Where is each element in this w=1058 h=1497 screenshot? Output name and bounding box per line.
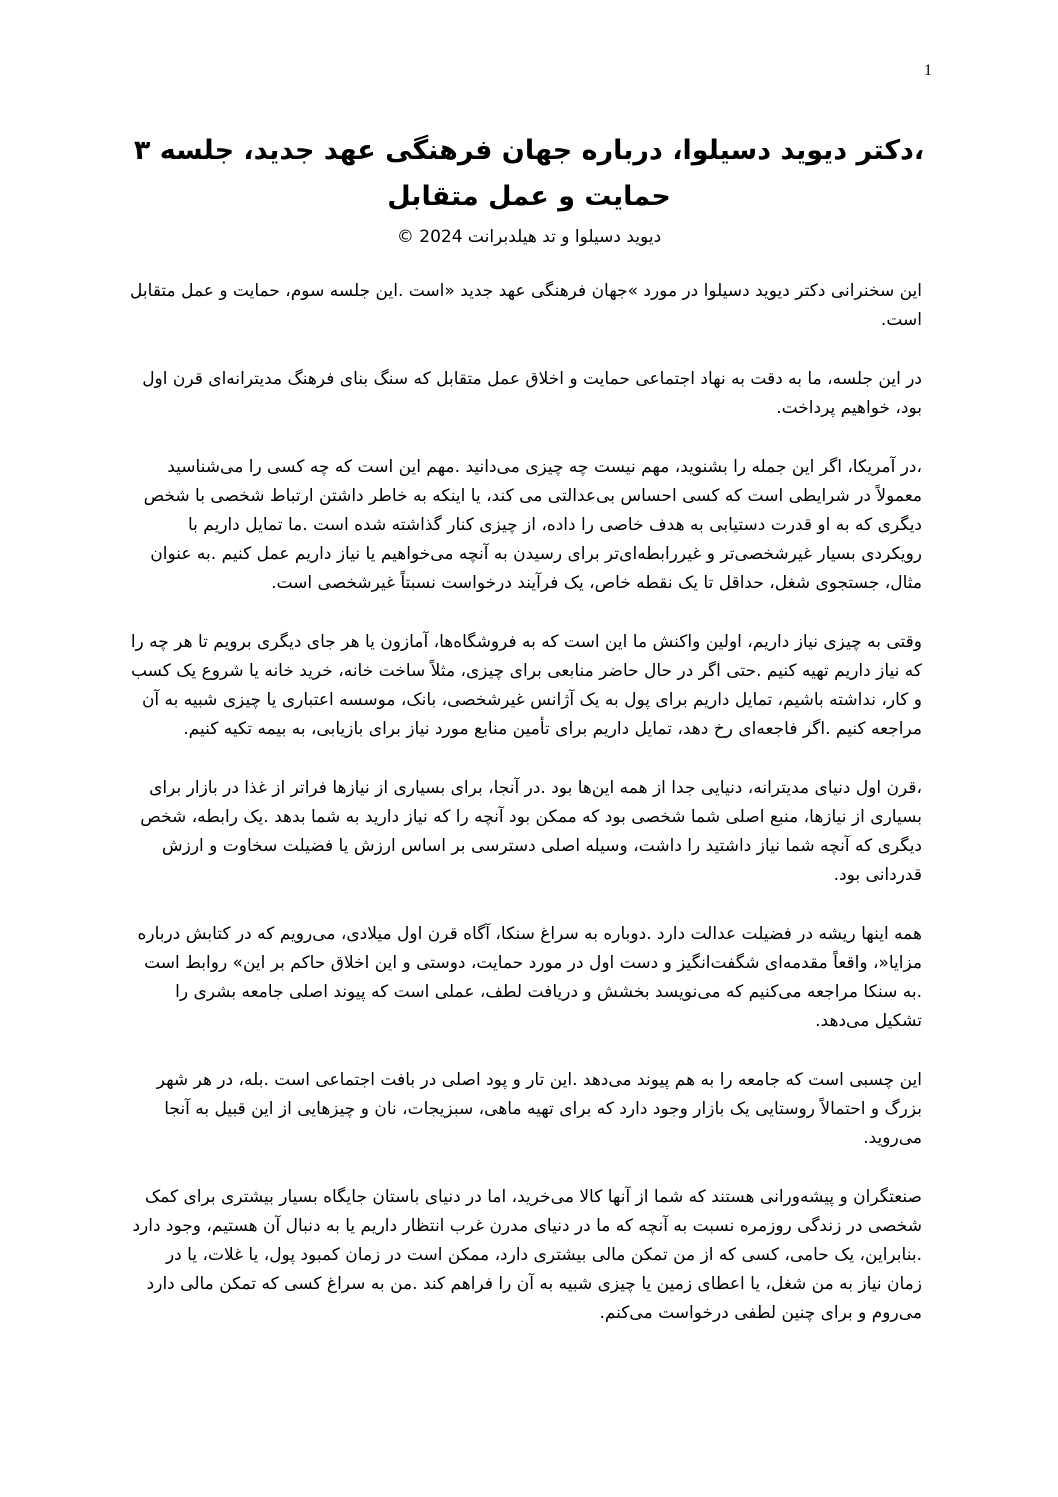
title-line: ،دکتر دیوید دسیلوا، درباره جهان فرهنگی عهد جدید، جلسه ۳ (133, 135, 925, 166)
byline: دیوید دسیلوا و تد هیلدبرانت 2024 © (396, 227, 662, 247)
page-title (100, 128, 958, 220)
paragraph: این چسبی است که جامعه را به هم پیوند می‌دهد .این تار و پود اصلی در بافت اجتماعی است .بله، در هر شهر بزرگ و احتمالاً روستایی یک بازار وجود دارد که برای تهیه ماهی، سبزیجات، نان و چیزهایی از این قبیل به آنجا می‌روید. (156, 1070, 922, 1148)
paragraph: ،در آمریکا، اگر این جمله را بشنوید، مهم نیست چه چیزی می‌دانید .مهم این است که چه کسی را می‌شناسید معمولاً در شرایطی است که کسی احساس بی‌عدالتی می کند، یا اینکه به خاطر داشتن ارتباط شخصی با شخص دیگری که به او قدرت دستیابی به هدف خاصی را داده، از چیزی کنار گذاشته شده است .ما تمایل داریم با رویکردی بسیار غیرشخصی‌تر و غیررابطه‌ای‌تر برای رسیدن به آنچه می‌خواهیم یا نیاز داریم عمل کنیم .به عنوان مثال، جستجوی شغل، حداقل تا یک نقطه خاص، یک فرآیند درخواست نسبتاً غیرشخصی است. (143, 457, 922, 593)
paragraph: وقتی به چیزی نیاز داریم، اولین واکنش ما این است که به فروشگاه‌ها، آمازون یا هر جای دیگری برویم تا هر چه را که نیاز داریم تهیه کنیم .حتی اگر در حال حاضر منابعی برای چیزی، مثلاً ساخت خانه، خرید خانه یا شروع یک کسب و کار، نداشته باشیم، تمایل داریم برای پول به یک آژانس غیرشخصی، بانک، موسسه اعتباری یا چیزی شبیه به آن مراجعه کنیم .اگر فاجعه‌ای رخ دهد، تمایل داریم برای تأمین منابع مورد نیاز برای بازیابی، به بیمه تکیه کنیم. (130, 632, 922, 739)
paragraph: همه اینها ریشه در فضیلت عدالت دارد .دوباره به سراغ سنکا، آگاه قرن اول میلادی، می‌رویم که در کتابش درباره مزایا«، واقعاً مقدمه‌ای شگفت‌انگیز و دست اول در مورد حمایت، دوستی و این اخلاق حاکم بر این» روابط است .به سنکا مراجعه می‌کنیم که می‌نویسد بخشش و دریافت لطف، عملی است که پیوند اصلی جامعه بشری را تشکیل می‌دهد. (137, 924, 922, 1031)
paragraph: این سخنرانی دکتر دیوید دسیلوا در مورد »جهان فرهنگی عهد جدید «است .این جلسه سوم، حمایت و عمل متقابل است. (130, 281, 922, 330)
title-line: حمایت و عمل متقابل (387, 181, 671, 212)
paragraph: در این جلسه، ما به دقت به نهاد اجتماعی حمایت و اخلاق عمل متقابل که سنگ بنای فرهنگ مدیترانه‌ای قرن اول بود، خواهیم پرداخت. (142, 369, 922, 418)
document-body (126, 277, 922, 1358)
page-number: 1 (924, 62, 932, 79)
paragraph: ،قرن اول دنیای مدیترانه، دنیایی جدا از همه این‌ها بود .در آنجا، برای بسیاری از نیازها فراتر از غذا در بازار برای بسیاری از نیازها، منبع اصلی شما شخصی بود که ممکن بود آنچه را که نیاز دارید به شما بدهد .یک رابطه، شخص دیگری که آنچه شما نیاز داشتید را داشت، وسیله اصلی دسترسی بر اساس ارزش یا فضیلت سخاوت و ارزش قدردانی بود. (140, 778, 922, 885)
paragraph: صنعتگران و پیشه‌ورانی هستند که شما از آنها کالا می‌خرید، اما در دنیای باستان جایگاه بسیار بیشتری برای کمک شخصی در زندگی روزمره نسبت به آنچه که ما در دنیای مدرن غرب انتظار داریم یا به دنبال آن هستیم، وجود دارد .بنابراین، یک حامی، کسی که از من تمکن مالی بیشتری دارد، ممکن است در زمان کمبود پول، یا غلات، یا در زمان نیاز به من شغل، یا اعطای زمین یا چیزی شبیه به آن را فراهم کند .من به سراغ کسی که تمکن مالی دارد می‌روم و برای چنین لطفی درخواست می‌کنم. (132, 1187, 922, 1323)
